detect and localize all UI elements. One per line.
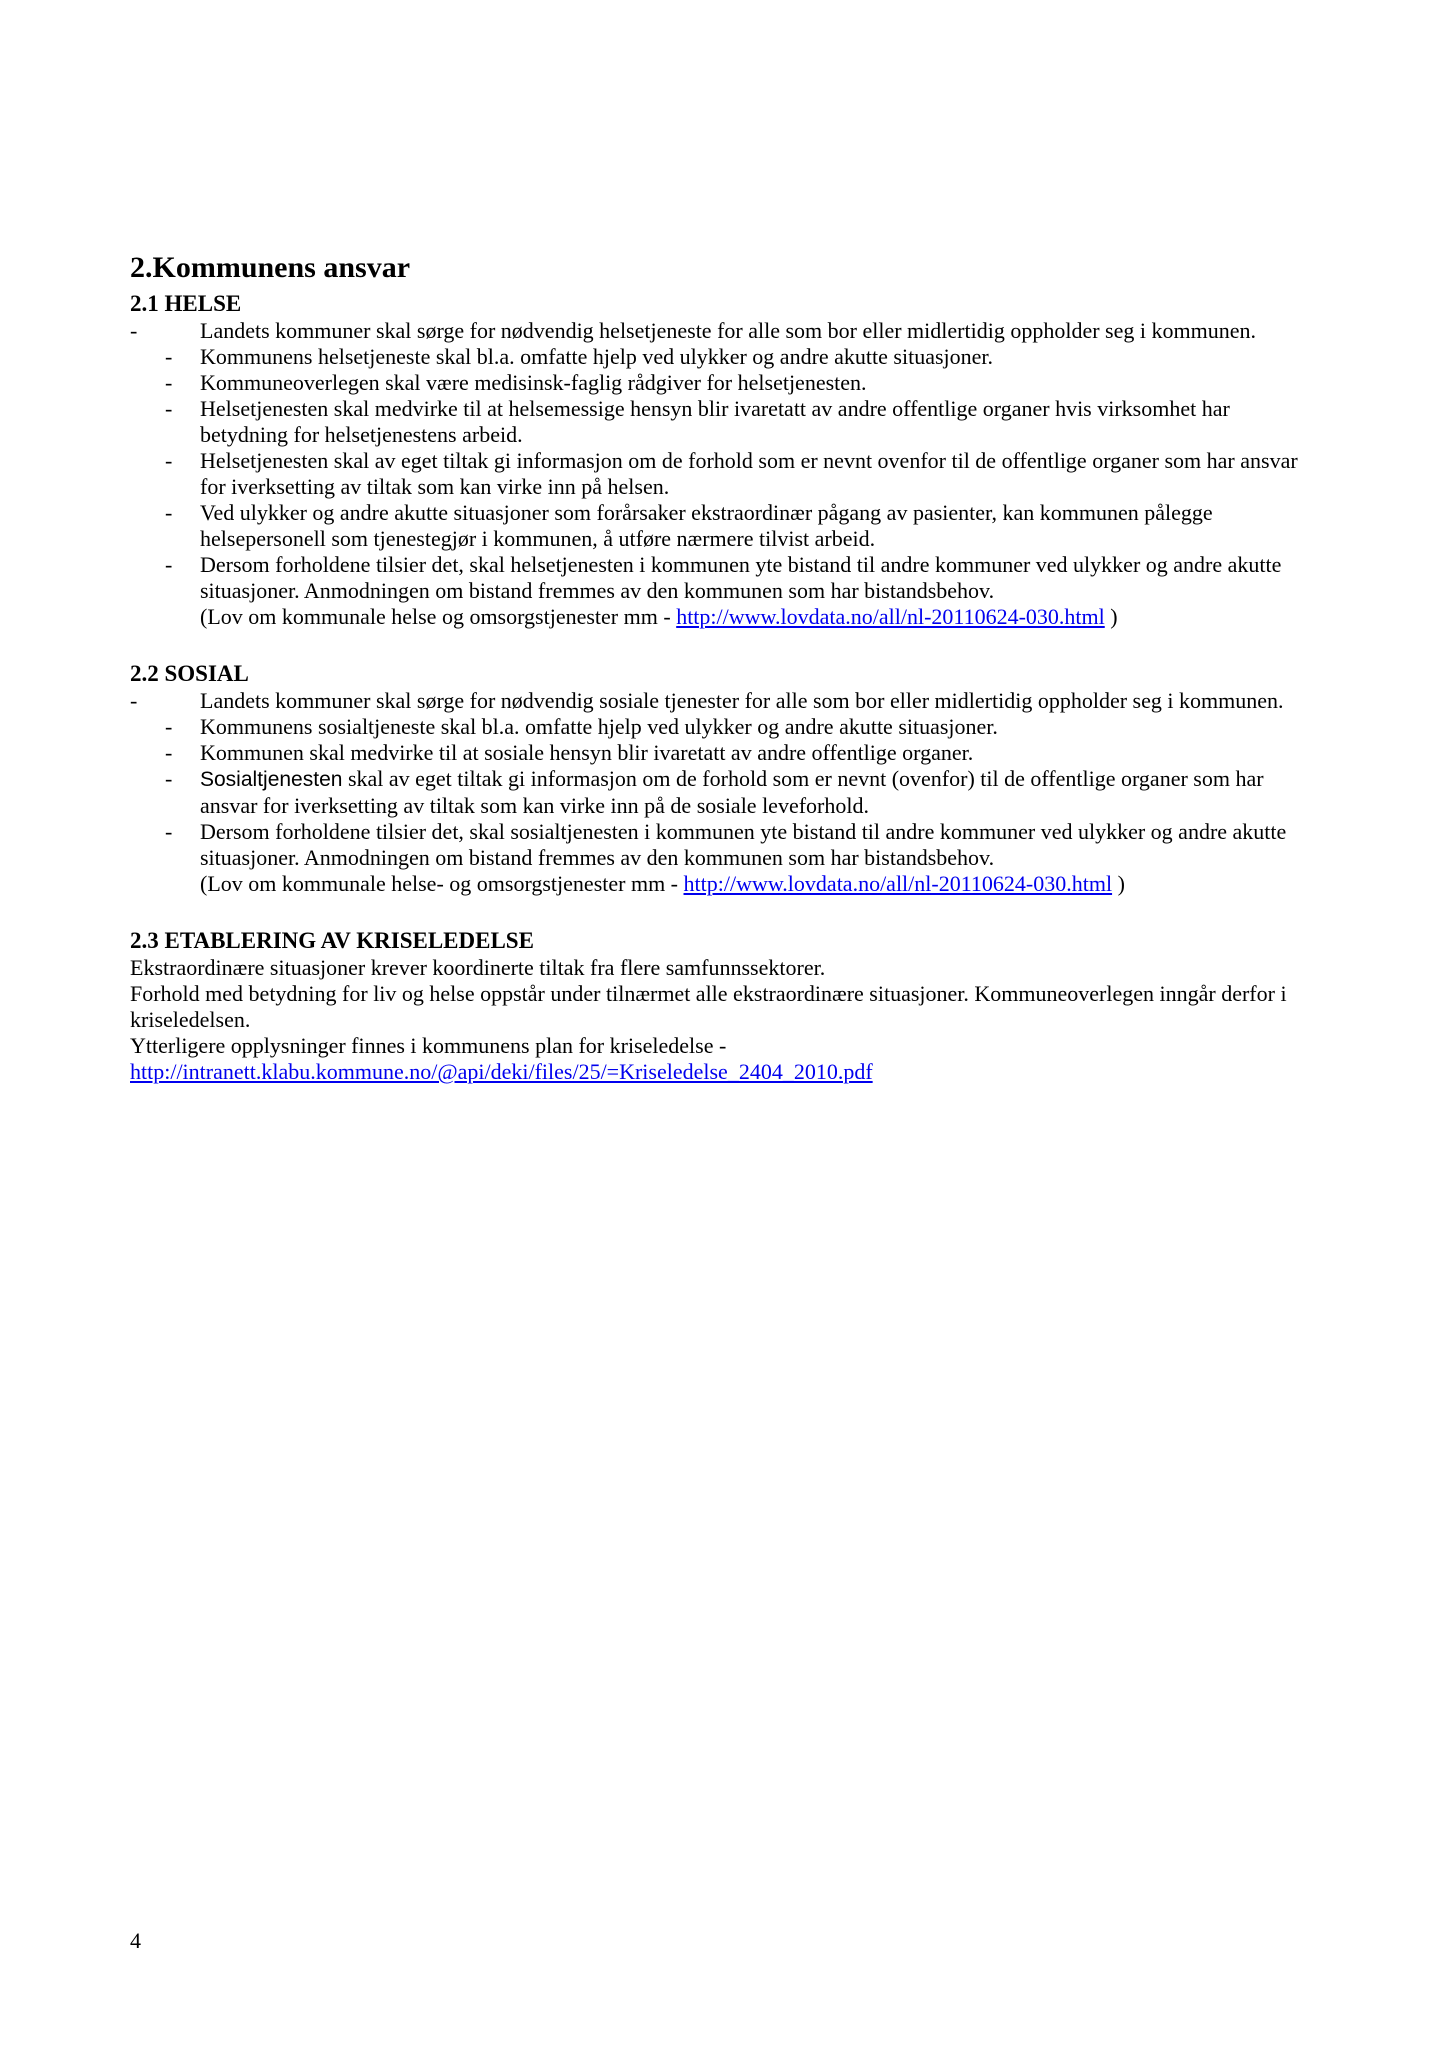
- list-item: [130, 714, 1318, 740]
- section-heading: 2.2 SOSIAL: [130, 661, 249, 686]
- list-item: [130, 766, 1318, 819]
- bullet-dash: -: [165, 552, 173, 577]
- list-item: [130, 740, 1318, 766]
- list-item-text: Kommunen skal medvirke til at sosiale hensyn blir ivaretatt av andre offentlige organer.: [200, 740, 974, 765]
- crisis-plan-link[interactable]: http://intranett.klabu.kommune.no/@api/deki/files/25/=Kriseledelse_2404_2010.pdf: [130, 1059, 873, 1084]
- paragraph: Ekstraordinære situasjoner krever koordinerte tiltak fra flere samfunnssektorer.: [130, 955, 826, 980]
- section-heading: 2.1 HELSE: [130, 291, 242, 316]
- list-item-text: Helsetjenesten skal av eget tiltak gi informasjon om de forhold som er nevnt ovenfor til de offentlige organer som har ansvar for iverksetting av tiltak som kan virke inn på helsen.: [200, 448, 1298, 499]
- page-title: 2.Kommunens ansvar: [130, 251, 411, 284]
- bullet-dash: -: [130, 688, 138, 713]
- list-item-text: Sosialtjenesten skal av eget tiltak gi informasjon om de forhold som er nevnt (ovenfor) til de offentlige organer som har ansvar for iverksetting av tiltak som kan virke inn på de sosiale leveforhold.: [200, 766, 1264, 818]
- list-item-text: Kommuneoverlegen skal være medisinsk-faglig rådgiver for helsetjenesten.: [200, 370, 867, 395]
- page-number: 4: [130, 1928, 141, 1953]
- bullet-dash: -: [165, 344, 173, 369]
- list-item-text: Kommunens sosialtjeneste skal bl.a. omfatte hjelp ved ulykker og andre akutte situasjoner.: [200, 714, 998, 739]
- bullet-dash: -: [165, 766, 173, 791]
- law-reference: (Lov om kommunale helse og omsorgstjenester mm - http://www.lovdata.no/all/nl-20110624-030.html ): [200, 604, 1118, 629]
- list-item-text: Kommunens helsetjeneste skal bl.a. omfatte hjelp ved ulykker og andre akutte situasjoner.: [200, 344, 994, 369]
- document-content: [130, 290, 1318, 1085]
- list-item: [130, 688, 1318, 714]
- list-item: [130, 552, 1318, 630]
- bullet-dash: -: [165, 396, 173, 421]
- section-heading: 2.3 ETABLERING AV KRISELEDELSE: [130, 928, 534, 953]
- bullet-dash: -: [130, 318, 138, 343]
- list-item-text: Landets kommuner skal sørge for nødvendig helsetjeneste for alle som bor eller midlertidig oppholder seg i kommunen.: [200, 318, 1256, 343]
- bullet-dash: -: [165, 500, 173, 525]
- paragraph: Ytterligere opplysninger finnes i kommunens plan for kriseledelse -: [130, 1033, 727, 1058]
- law-reference: (Lov om kommunale helse- og omsorgstjenester mm - http://www.lovdata.no/all/nl-20110624-030.html ): [200, 871, 1125, 896]
- bullet-dash: -: [165, 714, 173, 739]
- law-link[interactable]: http://www.lovdata.no/all/nl-20110624-030.html: [683, 871, 1113, 896]
- bullet-dash: -: [165, 740, 173, 765]
- list-item-text: Ved ulykker og andre akutte situasjoner som forårsaker ekstraordinær pågang av pasienter, kan kommunen pålegge helsepersonell som tjenestegjør i kommunen, å utføre nærmere tilvist arbeid.: [200, 500, 1213, 551]
- section-helse: [130, 290, 1318, 630]
- bullet-dash: -: [165, 370, 173, 395]
- bullet-dash: -: [165, 819, 173, 844]
- paragraph-link-line: [130, 1059, 1290, 1085]
- list-item: [130, 396, 1318, 448]
- list-item-text: Dersom forholdene tilsier det, skal helsetjenesten i kommunen yte bistand til andre kommuner ved ulykker og andre akutte situasjoner. Anmodningen om bistand fremmes av den kommunen som har bistandsbehov.: [200, 552, 1282, 603]
- list-item: [130, 344, 1318, 370]
- paragraph: Forhold med betydning for liv og helse oppstår under tilnærmet alle ekstraordinære situasjoner. Kommuneoverlegen inngår derfor i kriseledelsen.: [130, 981, 1287, 1032]
- section-kriseledelse: [130, 927, 1318, 1085]
- list-item: [130, 819, 1318, 897]
- section-sosial: [130, 660, 1318, 897]
- list-item-lead: Sosialtjenesten: [200, 768, 343, 791]
- list-item-text: Helsetjenesten skal medvirke til at helsemessige hensyn blir ivaretatt av andre offentlige organer hvis virksomhet har betydning for helsetjenestens arbeid.: [200, 396, 1230, 447]
- list-item-text: Landets kommuner skal sørge for nødvendig sosiale tjenester for alle som bor eller midlertidig oppholder seg i kommunen.: [200, 688, 1284, 713]
- bullet-dash: -: [165, 448, 173, 473]
- list-item: [130, 500, 1318, 552]
- law-link[interactable]: http://www.lovdata.no/all/nl-20110624-030.html: [676, 604, 1105, 629]
- list-item: [130, 448, 1318, 500]
- list-item: [130, 370, 1318, 396]
- list-item-text: Dersom forholdene tilsier det, skal sosialtjenesten i kommunen yte bistand til andre kommuner ved ulykker og andre akutte situasjoner. Anmodningen om bistand fremmes av den kommunen som har bistandsbehov.: [200, 819, 1287, 870]
- list-item: [130, 318, 1318, 344]
